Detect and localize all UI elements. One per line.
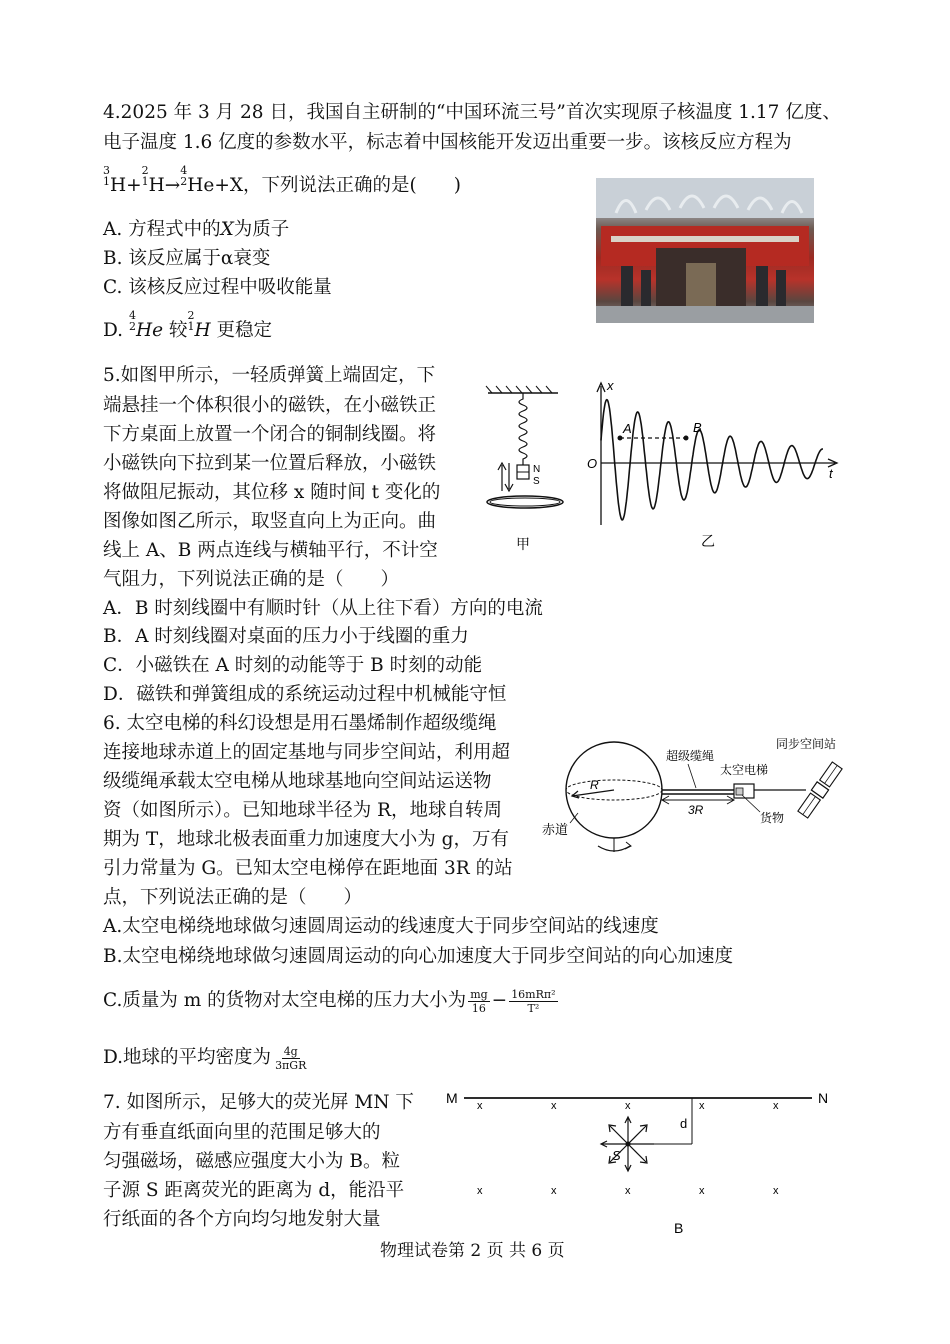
svg-text:x: x [699,1185,705,1197]
q5-fig-jia-caption: 甲 [516,536,530,552]
q6-line-7: 点，下列说法正确的是（ ） [103,887,363,908]
q4-equation: 3 1H+2 1H→4 2He+X，下列说法正确的是( ) [103,164,461,196]
q7-fig-m-label: M [446,1090,458,1106]
q6-option-b: B.太空电梯绕地球做匀速圆周运动的向心加速度大于同步空间站的向心加速度 [103,946,733,967]
q4-line-2: 电子温度 1.6 亿度的参数水平，标志着中国核能开发迈出重要一步。该核反应方程为 [103,132,792,153]
q5-line-4: 小磁铁向下拉到某一位置后释放，小磁铁 [103,453,437,474]
svg-text:x: x [477,1100,483,1112]
q5-line-1: 5.如图甲所示，一轻质弹簧上端固定，下 [103,365,436,386]
q5-line-2: 端悬挂一个体积很小的磁铁，在小磁铁正 [103,395,437,416]
q7-line-1: 7. 如图所示，足够大的荧光屏 MN 下 [103,1092,414,1113]
q5-line-7: 线上 A、B 两点连线与横轴平行，不计空 [103,540,438,561]
svg-text:x: x [625,1185,631,1197]
q5-line-6: 图像如图乙所示，取竖直向上为正向。曲 [103,511,437,532]
q6-fig-cable-label: 超级缆绳 [666,749,715,763]
q5-fig-b-label: B [693,420,702,435]
q6-line-1: 6. 太空电梯的科幻设想是用石墨烯制作超级缆绳 [103,713,497,734]
point-a [618,436,623,441]
q6-line-4: 资（如图所示）。已知地球半径为 R，地球自转周 [103,800,503,821]
q5-fig-a-label: A [623,421,632,436]
field-markers-bottom [477,1185,779,1197]
svg-text:x: x [477,1185,483,1197]
q7-line-2: 方有垂直纸面向里的范围足够大的 [103,1122,381,1143]
svg-text:x: x [773,1185,779,1197]
q5-option-a: A．B 时刻线圈中有顺时针（从上往下看）方向的电流 [103,598,543,619]
q6-fig-equator-label: 赤道 [542,822,569,837]
q6-line-6: 引力常量为 G。已知太空电梯停在距地面 3R 的站 [103,858,513,879]
q5-line-8: 气阻力，下列说法正确的是（ ） [103,569,400,590]
q4-option-c: C. 该核反应过程中吸收能量 [103,277,332,298]
q5-figure-jia [478,385,588,555]
q6-figure-space-elevator [538,728,838,868]
q5-figure-yi [583,380,843,555]
field-markers-top [477,1100,779,1112]
q5-fig-t-axis: t [829,466,833,481]
q6-fig-3r-label: 3R [688,803,704,817]
q5-option-b: B．A 时刻线圈对桌面的压力小于线圈的重力 [103,626,469,647]
q5-fig-n-label: N [533,464,541,475]
q6-fig-cargo-label: 货物 [760,811,785,825]
q5-fig-x-axis: x [607,378,614,393]
tokamak-photo-detail [596,178,814,323]
svg-text:x: x [551,1100,557,1112]
q7-figure-magnetic-field [442,1086,852,1236]
q4-line-1: 4.2025 年 3 月 28 日，我国自主研制的“中国环流三号”首次实现原子核温度 1.17 亿度、 [103,102,841,123]
q7-line-3: 匀强磁场，磁感应强度大小为 B。粒 [103,1151,400,1172]
q6-option-a: A.太空电梯绕地球做匀速圆周运动的线速度大于同步空间站的线速度 [103,916,659,937]
q5-fig-yi-caption: 乙 [701,533,715,549]
q6-option-d: D.地球的平均密度为 $\frac{4g}{\text{3πGR}}$ [103,1044,307,1072]
page-footer: 物理试卷第 2 页 共 6 页 [380,1241,565,1261]
svg-text:x: x [699,1100,705,1112]
tokamak-photo [596,178,814,323]
q6-option-c: C.质量为 m 的货物对太空电梯的压力大小为 $\frac{mg}{16}$ − $\frac{\text{16mRπ²}}{\text{T²}}$ [103,987,556,1015]
q6-fig-elevator-label: 太空电梯 [720,763,769,777]
q7-fig-n-label: N [818,1090,829,1106]
q6-fig-station-label: 同步空间站 [776,737,837,751]
q6-line-3: 级缆绳承载太空电梯从地球基地向空间站运送物 [103,771,492,792]
q5-option-c: C．小磁铁在 A 时刻的动能等于 B 时刻的动能 [103,655,483,676]
damped-oscillation-curve [601,400,823,520]
q7-fig-b-label: B [674,1220,684,1236]
q7-line-4: 子源 S 距离荧光的距离为 d，能沿平 [103,1180,405,1201]
q4-option-a: A. 方程式中的X为质子 [103,219,290,240]
q5-line-5: 将做阻尼振动，其位移 x 随时间 t 变化的 [103,482,441,503]
q6-fig-r-label: R [590,778,599,792]
svg-text:x: x [773,1100,779,1112]
q5-option-d: D．磁铁和弹簧组成的系统运动过程中机械能守恒 [103,684,507,705]
q5-line-3: 下方桌面上放置一个闭合的铜制线圈。将 [103,424,437,445]
svg-text:x: x [625,1100,631,1112]
q4-option-d: D. 4 2He 较2 1H 更稳定 [103,309,272,341]
q5-fig-s-label: S [533,476,540,487]
q6-line-2: 连接地球赤道上的固定基地与同步空间站，利用超 [103,742,511,763]
q6-line-5: 期为 T，地球北极表面重力加速度大小为 g，万有 [103,829,509,850]
q5-fig-origin: O [587,456,598,471]
svg-text:x: x [551,1185,557,1197]
q7-line-5: 行纸面的各个方向均匀地发射大量 [103,1209,381,1230]
q7-fig-d-label: d [680,1116,688,1131]
q4-option-b: B. 该反应属于α衰变 [103,248,271,269]
q7-fig-s-label: S [612,1148,621,1163]
point-b [684,436,689,441]
